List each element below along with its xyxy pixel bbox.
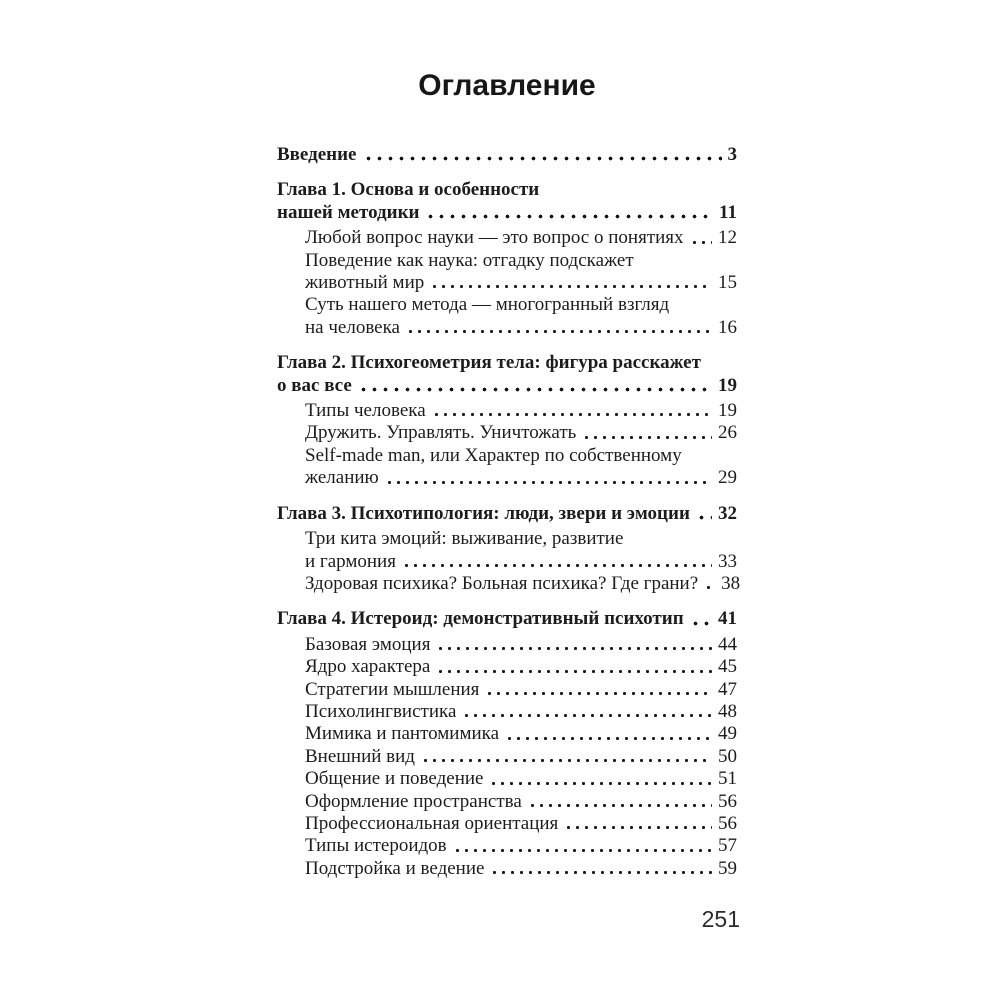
toc-entry-page: 12 (718, 227, 737, 249)
dot-leader (420, 746, 712, 768)
toc-entry-text: Общение и поведение (305, 768, 484, 790)
toc-entry-page: 15 (718, 272, 737, 294)
toc-subentry-line (277, 813, 737, 835)
toc-entry-text: Мимика и пантомимика (305, 723, 500, 745)
toc-entry-text: Оформление пространства (305, 790, 522, 812)
toc-subentry-line (277, 791, 737, 813)
toc-section (277, 608, 737, 880)
toc-entry-text: Глава 2. Психогеометрия тела: фигура расскажет (277, 352, 701, 374)
toc-entry-text: нашей методики (277, 201, 420, 223)
toc-entry-page: 44 (718, 633, 737, 655)
toc-entry-text: Внешний вид (305, 745, 415, 767)
toc-entry-page: 50 (718, 745, 737, 767)
dot-leader (362, 144, 722, 166)
dot-leader (689, 608, 712, 630)
toc-entry-text: Введение (277, 144, 357, 165)
dot-leader (461, 701, 712, 723)
dot-leader (424, 202, 713, 224)
toc-subentry-line (277, 422, 737, 444)
dot-leader (401, 551, 712, 573)
toc-entry-page: 33 (718, 550, 737, 572)
toc-entry-page: 48 (718, 700, 737, 722)
dot-leader (452, 835, 712, 857)
dot-leader (357, 375, 712, 397)
toc-subentry-line (277, 701, 737, 723)
dot-leader (429, 272, 712, 294)
toc-entry-text: Стратегии мышления (305, 678, 480, 700)
toc-entry-page: 3 (727, 144, 737, 165)
toc-entry-page: 16 (718, 316, 737, 338)
toc-entry-text: Глава 1. Основа и особенности (277, 179, 540, 201)
toc-entry-page: 19 (718, 400, 737, 422)
toc-entry-text: Глава 3. Психотипология: люди, звери и эмоции (277, 502, 690, 524)
dot-leader (563, 813, 712, 835)
toc-subentry-line (277, 528, 737, 550)
dot-leader (435, 656, 712, 678)
toc-chapter-line (277, 503, 737, 525)
toc-entry-page: 56 (718, 812, 737, 834)
toc-subentry-line (277, 400, 737, 422)
dot-leader (581, 422, 712, 444)
toc-entry-page: 57 (718, 835, 737, 857)
toc-entry-text: и гармония (305, 550, 396, 572)
toc-entry-page: 41 (718, 608, 737, 630)
toc-entry-page: 59 (718, 857, 737, 879)
dot-leader (405, 317, 712, 339)
toc-entry-text: животный мир (305, 272, 425, 294)
toc-subentry-line (277, 317, 737, 339)
dot-leader (435, 634, 712, 656)
dot-leader (527, 791, 712, 813)
dot-leader (703, 573, 715, 595)
toc-entry-page: 56 (718, 790, 737, 812)
toc-section (277, 179, 737, 339)
toc-subentry-line (277, 250, 737, 272)
dot-leader (489, 858, 712, 880)
toc-entry-text: Дружить. Управлять. Уничтожать (305, 422, 577, 444)
toc-entry-text: Профессиональная ориентация (305, 812, 559, 834)
dot-leader (488, 768, 712, 790)
toc-list (277, 144, 741, 880)
toc-entry-text: Три кита эмоций: выживание, развитие (305, 528, 624, 550)
toc-subentry-line (277, 858, 737, 880)
toc-entry-text: о вас все (277, 374, 352, 396)
toc-entry-page: 49 (718, 723, 737, 745)
toc-subentry-line (277, 656, 737, 678)
toc-subentry-line (277, 551, 737, 573)
toc-subentry-line (277, 445, 737, 467)
toc-section (277, 502, 741, 596)
toc-entry-text: Подстройка и ведение (305, 857, 485, 879)
toc-subentry-line (277, 572, 741, 595)
dot-leader (431, 400, 712, 422)
toc-subentry-line (277, 272, 737, 294)
toc-subentry-line (277, 467, 737, 489)
toc-subentry-line (277, 679, 737, 701)
page-title: Оглавление (418, 69, 596, 102)
toc-entry-text: Здоровая психика? Больная психика? Где грани? (305, 572, 699, 594)
toc-entry-text: Базовая эмоция (305, 633, 431, 655)
toc-subentry-line (277, 723, 737, 745)
toc-entry-text: Психолингвистика (305, 700, 457, 722)
toc-entry-text: Поведение как наука: отгадку подскажет (305, 249, 634, 271)
toc-entry-page: 11 (719, 201, 737, 223)
toc-entry-text: Любой вопрос науки — это вопрос о понятиях (305, 227, 684, 249)
toc-subentry-line (277, 746, 737, 768)
toc-entry-text: Типы человека (305, 400, 426, 422)
toc-subentry-line (277, 294, 737, 316)
dot-leader (695, 503, 712, 525)
toc-entry-text: Суть нашего метода — многогранный взгляд (305, 294, 670, 316)
toc-entry-text: на человека (305, 316, 400, 338)
toc-entry-page: 38 (721, 572, 741, 594)
toc-subentry-line (277, 634, 737, 656)
toc-chapter-line (277, 179, 737, 201)
toc-chapter-line (277, 202, 737, 224)
toc-subentry-line (277, 227, 737, 249)
dot-leader (384, 467, 712, 489)
toc-chapter-line (277, 352, 737, 374)
toc-entry-text: Self-made man, или Характер по собственному (305, 444, 682, 466)
toc-chapter-line (277, 608, 737, 630)
toc-entry-page: 32 (718, 502, 737, 524)
toc-entry-page: 19 (718, 374, 737, 396)
page-number: 251 (701, 906, 740, 932)
toc-entry-page: 51 (718, 768, 737, 790)
toc-section (277, 352, 737, 489)
toc-entry-page: 26 (718, 422, 737, 444)
dot-leader (689, 227, 712, 249)
toc-chapter-line (277, 144, 737, 166)
dot-leader (484, 679, 712, 701)
dot-leader (504, 723, 712, 745)
toc-entry-text: Глава 4. Истероид: демонстративный психотип (277, 608, 684, 630)
toc-entry-text: Ядро характера (305, 656, 431, 678)
toc-entry-page: 45 (718, 656, 737, 678)
toc-subentry-line (277, 835, 737, 857)
toc-entry-text: Типы истероидов (305, 835, 447, 857)
toc-chapter-line (277, 375, 737, 397)
toc-section (277, 144, 737, 166)
toc-entry-page: 29 (718, 467, 737, 489)
toc-entry-page: 47 (718, 678, 737, 700)
toc-subentry-line (277, 768, 737, 790)
toc-entry-text: желанию (305, 467, 379, 489)
